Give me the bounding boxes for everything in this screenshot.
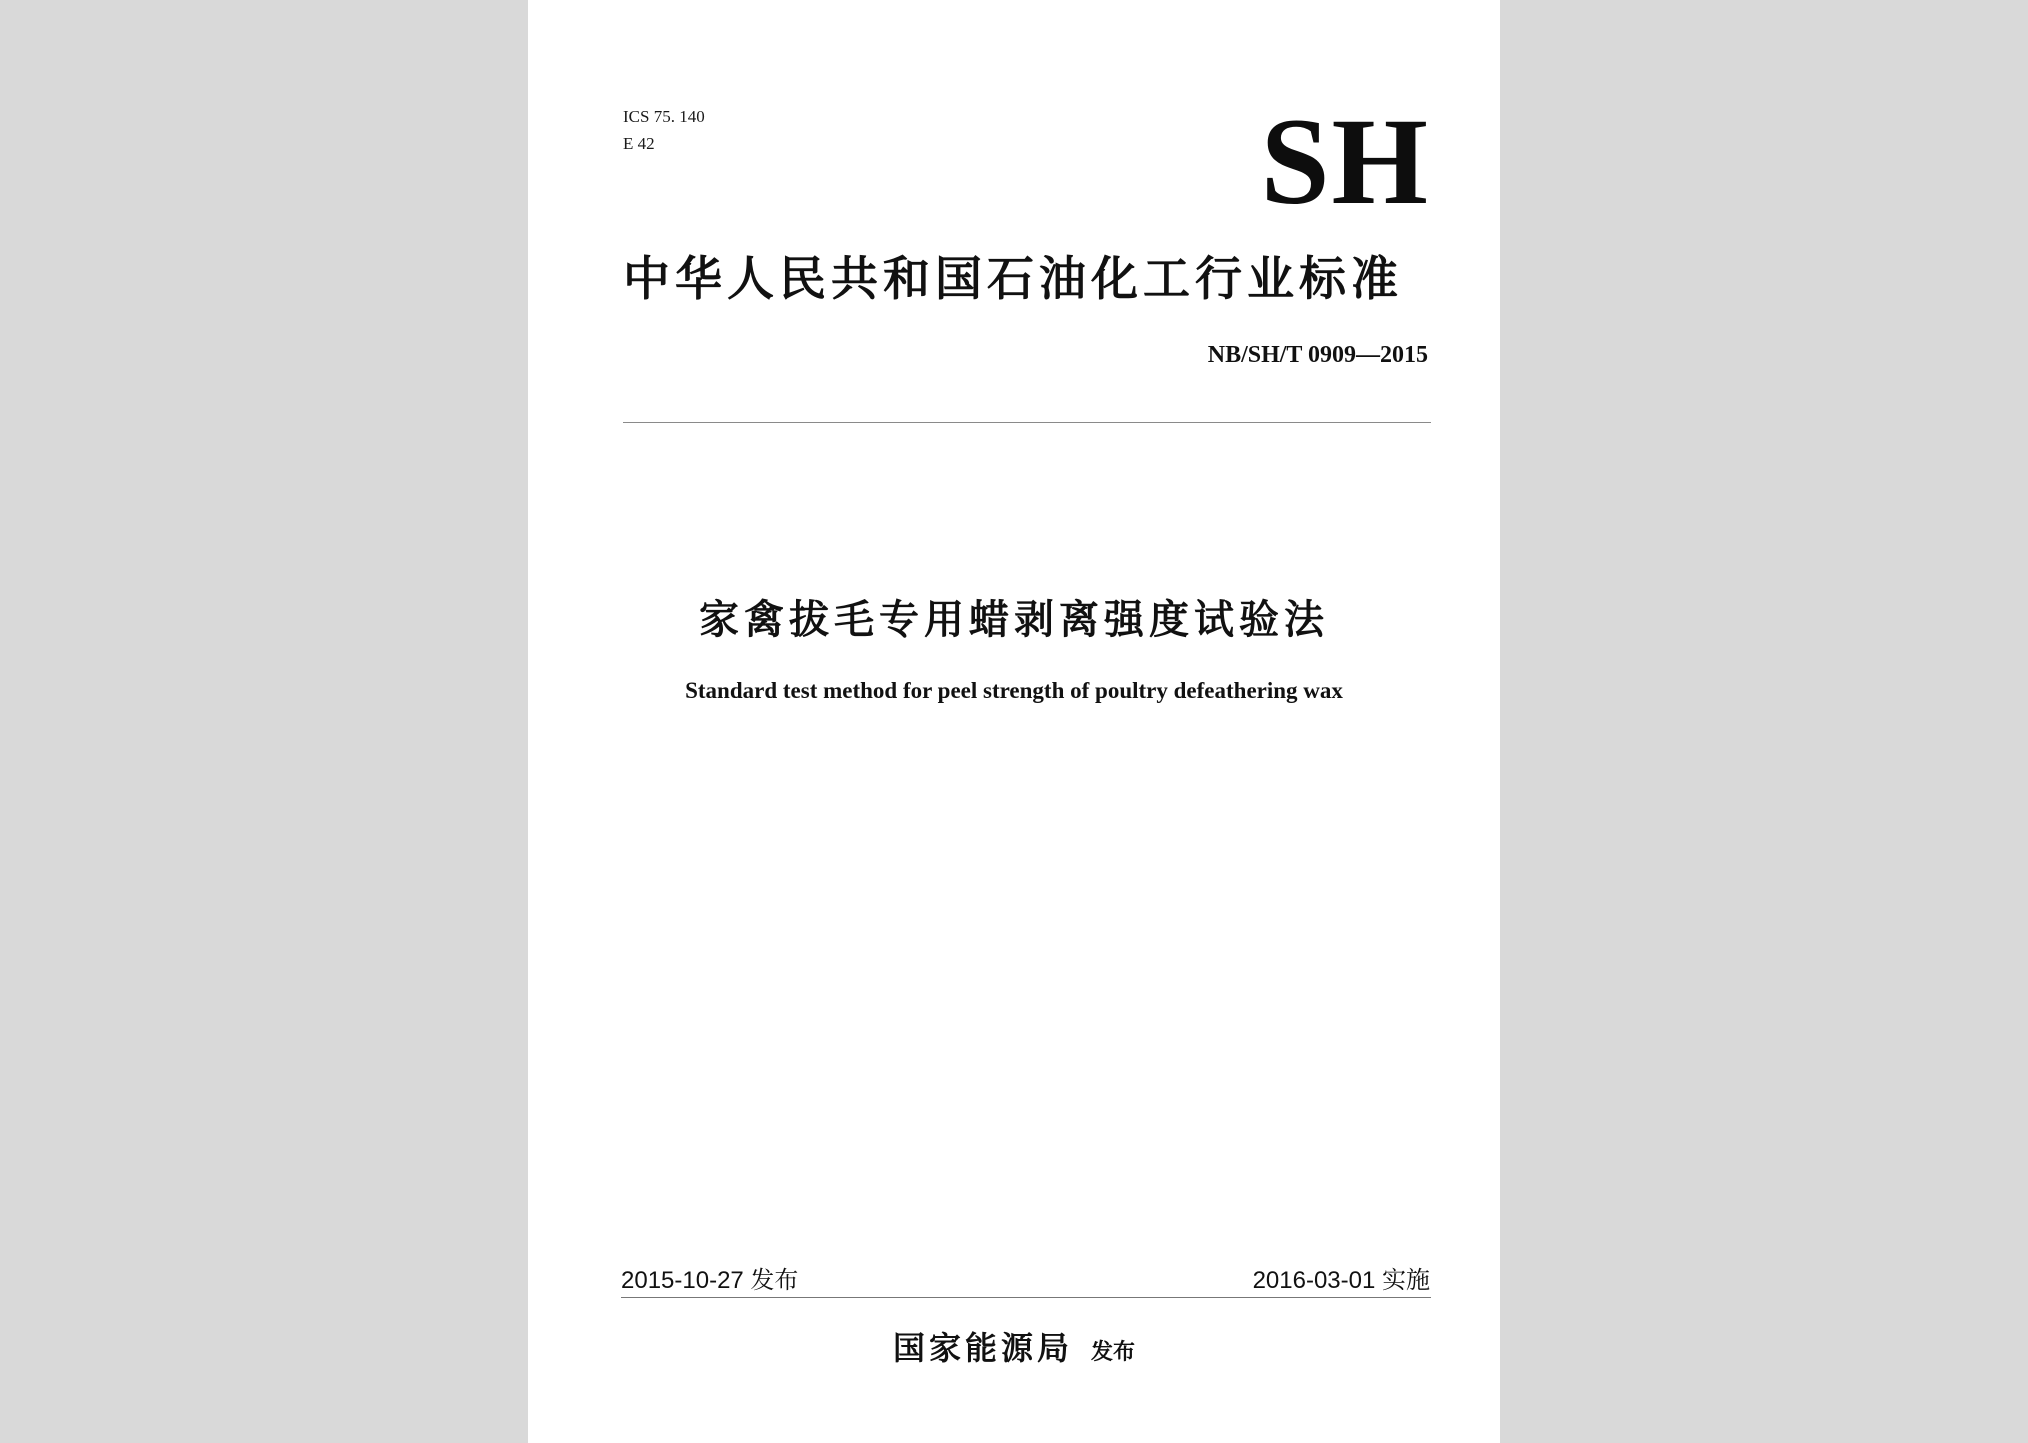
standard-number: NB/SH/T 0909—2015 <box>1207 342 1428 368</box>
bottom-divider <box>621 1297 1431 1298</box>
standard-category-title: 中华人民共和国石油化工行业标准 <box>623 252 1403 307</box>
publisher-line <box>528 1326 1500 1375</box>
publisher-action: 发布 <box>1091 1340 1136 1365</box>
sh-logo: SH <box>1260 93 1430 230</box>
ccs-code: E 42 <box>623 134 655 153</box>
document-title-chinese: 家禽拔毛专用蜡剥离强度试验法 <box>699 597 1329 643</box>
document-title-english: Standard test method for peel strength of poultry defeathering wax <box>685 678 1343 703</box>
release-date: 2015-10-27 发布 <box>621 1267 799 1294</box>
document-page <box>528 0 1500 1443</box>
classification-codes <box>623 103 705 157</box>
implementation-date: 2016-03-01 实施 <box>1252 1267 1430 1294</box>
publisher-name: 国家能源局 <box>892 1329 1073 1367</box>
ics-code: ICS 75. 140 <box>623 107 705 126</box>
top-divider <box>623 422 1431 423</box>
